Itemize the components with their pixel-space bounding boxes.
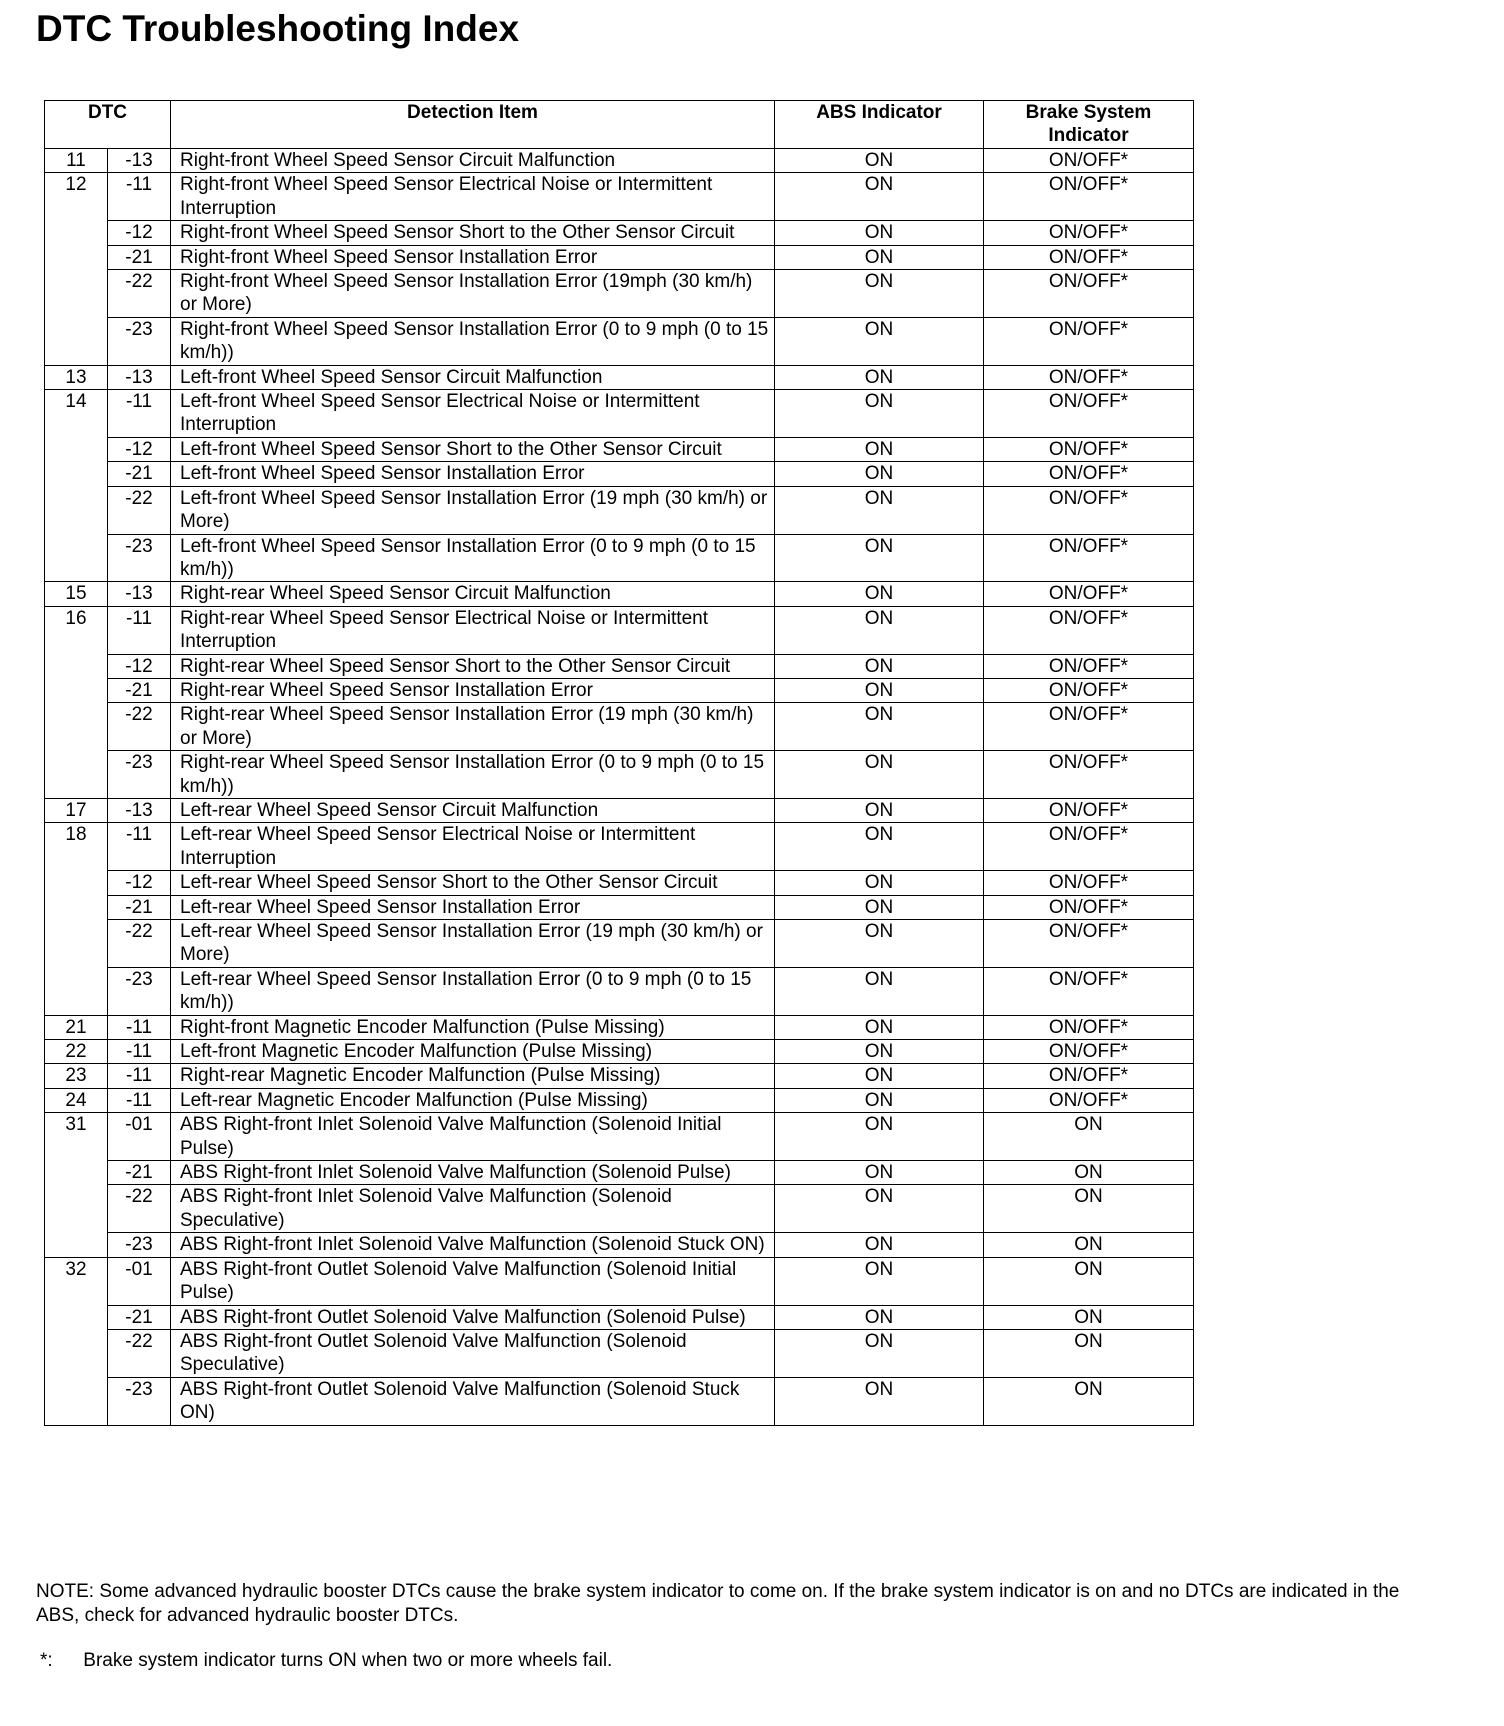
dtc-subcode-cell: -11 [108,390,171,438]
dtc-code-cell [45,920,108,968]
detection-item-cell: Right-rear Wheel Speed Sensor Short to the Other Sensor Circuit [171,654,775,678]
detection-item-cell: ABS Right-front Inlet Solenoid Valve Malfunction (Solenoid Stuck ON) [171,1233,775,1257]
dtc-code-cell [45,221,108,245]
abs-indicator-cell: ON [775,751,984,799]
dtc-code-cell: 21 [45,1015,108,1039]
dtc-subcode-cell: -12 [108,437,171,461]
brake-indicator-cell: ON/OFF* [984,654,1194,678]
brake-indicator-cell: ON/OFF* [984,871,1194,895]
brake-indicator-cell: ON [984,1329,1194,1377]
detection-item-cell: Left-front Wheel Speed Sensor Installation Error (19 mph (30 km/h) or More) [171,486,775,534]
table-row [45,245,1194,269]
detection-item-cell: ABS Right-front Inlet Solenoid Valve Malfunction (Solenoid Initial Pulse) [171,1113,775,1161]
dtc-code-cell [45,534,108,582]
dtc-subcode-cell: -23 [108,1377,171,1425]
dtc-subcode-cell: -01 [108,1113,171,1161]
dtc-code-cell: 12 [45,173,108,221]
abs-indicator-cell: ON [775,1257,984,1305]
detection-item-cell: Right-rear Wheel Speed Sensor Circuit Malfunction [171,582,775,606]
table-row [45,606,1194,654]
dtc-subcode-cell: -13 [108,798,171,822]
detection-item-cell: Right-front Wheel Speed Sensor Short to the Other Sensor Circuit [171,221,775,245]
detection-item-cell: Left-front Wheel Speed Sensor Electrical Noise or Intermittent Interruption [171,390,775,438]
detection-item-cell: Left-front Wheel Speed Sensor Circuit Malfunction [171,365,775,389]
table-row [45,149,1194,173]
footnote [40,1650,612,1672]
table-row [45,390,1194,438]
abs-indicator-cell: ON [775,582,984,606]
brake-indicator-cell: ON/OFF* [984,967,1194,1015]
table-row [45,317,1194,365]
abs-indicator-cell: ON [775,678,984,702]
detection-item-cell: Right-front Wheel Speed Sensor Installation Error [171,245,775,269]
dtc-code-cell: 22 [45,1040,108,1064]
dtc-subcode-cell: -13 [108,149,171,173]
detection-item-cell: Left-rear Wheel Speed Sensor Short to the Other Sensor Circuit [171,871,775,895]
brake-indicator-cell: ON/OFF* [984,149,1194,173]
table-row [45,1377,1194,1425]
detection-item-cell: Left-front Wheel Speed Sensor Installation Error [171,462,775,486]
dtc-code-cell [45,1161,108,1185]
dtc-subcode-cell: -13 [108,582,171,606]
table-row [45,1233,1194,1257]
dtc-code-cell [45,437,108,461]
abs-indicator-cell: ON [775,703,984,751]
dtc-code-cell [45,751,108,799]
header-brake-system-indicator: Brake System Indicator [984,101,1194,149]
abs-indicator-cell: ON [775,1185,984,1233]
abs-indicator-cell: ON [775,173,984,221]
table-row [45,221,1194,245]
table-row [45,871,1194,895]
detection-item-cell: ABS Right-front Inlet Solenoid Valve Malfunction (Solenoid Speculative) [171,1185,775,1233]
dtc-code-cell: 31 [45,1113,108,1161]
dtc-subcode-cell: -01 [108,1257,171,1305]
table-row [45,1040,1194,1064]
dtc-subcode-cell: -11 [108,1088,171,1112]
dtc-code-cell [45,1305,108,1329]
detection-item-cell: Left-rear Wheel Speed Sensor Installation Error (0 to 9 mph (0 to 15 km/h)) [171,967,775,1015]
abs-indicator-cell: ON [775,1040,984,1064]
dtc-subcode-cell: -21 [108,895,171,919]
table-row [45,1064,1194,1088]
brake-indicator-cell: ON/OFF* [984,270,1194,318]
table-row [45,365,1194,389]
abs-indicator-cell: ON [775,606,984,654]
table-row [45,1088,1194,1112]
dtc-subcode-cell: -21 [108,678,171,702]
dtc-code-cell [45,1329,108,1377]
brake-indicator-cell: ON/OFF* [984,486,1194,534]
dtc-table-header [45,101,1194,149]
dtc-subcode-cell: -23 [108,967,171,1015]
abs-indicator-cell: ON [775,390,984,438]
detection-item-cell: Right-rear Wheel Speed Sensor Electrical Noise or Intermittent Interruption [171,606,775,654]
brake-indicator-cell: ON/OFF* [984,895,1194,919]
table-row [45,1161,1194,1185]
dtc-subcode-cell: -11 [108,1040,171,1064]
dtc-subcode-cell: -21 [108,245,171,269]
table-row [45,654,1194,678]
dtc-code-cell: 13 [45,365,108,389]
header-dtc: DTC [45,101,171,149]
dtc-code-cell [45,895,108,919]
detection-item-cell: Right-rear Wheel Speed Sensor Installation Error (0 to 9 mph (0 to 15 km/h)) [171,751,775,799]
abs-indicator-cell: ON [775,1064,984,1088]
abs-indicator-cell: ON [775,462,984,486]
abs-indicator-cell: ON [775,365,984,389]
dtc-code-cell [45,967,108,1015]
table-row [45,895,1194,919]
abs-indicator-cell: ON [775,1161,984,1185]
brake-indicator-cell: ON/OFF* [984,1064,1194,1088]
detection-item-cell: Left-rear Wheel Speed Sensor Installation Error (19 mph (30 km/h) or More) [171,920,775,968]
detection-item-cell: Left-rear Wheel Speed Sensor Circuit Malfunction [171,798,775,822]
brake-indicator-cell: ON/OFF* [984,751,1194,799]
brake-indicator-cell: ON/OFF* [984,462,1194,486]
dtc-table-body [45,149,1194,1426]
brake-indicator-cell: ON/OFF* [984,798,1194,822]
dtc-subcode-cell: -22 [108,1329,171,1377]
detection-item-cell: Left-rear Wheel Speed Sensor Installation Error [171,895,775,919]
footnote-text: Brake system indicator turns ON when two or more wheels fail. [83,1650,613,1671]
dtc-code-cell: 23 [45,1064,108,1088]
brake-indicator-cell: ON/OFF* [984,582,1194,606]
dtc-subcode-cell: -23 [108,751,171,799]
dtc-code-cell [45,871,108,895]
dtc-code-cell: 17 [45,798,108,822]
table-row [45,751,1194,799]
table-row [45,534,1194,582]
dtc-code-cell: 24 [45,1088,108,1112]
detection-item-cell: Right-rear Wheel Speed Sensor Installation Error [171,678,775,702]
detection-item-cell: Left-front Wheel Speed Sensor Installation Error (0 to 9 mph (0 to 15 km/h)) [171,534,775,582]
dtc-code-cell [45,1233,108,1257]
abs-indicator-cell: ON [775,437,984,461]
table-row [45,1015,1194,1039]
table-row [45,678,1194,702]
dtc-subcode-cell: -11 [108,1015,171,1039]
table-row [45,462,1194,486]
table-row [45,823,1194,871]
dtc-subcode-cell: -21 [108,1305,171,1329]
dtc-subcode-cell: -23 [108,317,171,365]
detection-item-cell: Right-front Wheel Speed Sensor Installation Error (0 to 9 mph (0 to 15 km/h)) [171,317,775,365]
detection-item-cell: Left-front Magnetic Encoder Malfunction (Pulse Missing) [171,1040,775,1064]
dtc-subcode-cell: -13 [108,365,171,389]
table-row [45,1305,1194,1329]
table-row [45,1185,1194,1233]
detection-item-cell: ABS Right-front Inlet Solenoid Valve Malfunction (Solenoid Pulse) [171,1161,775,1185]
dtc-subcode-cell: -22 [108,270,171,318]
table-row [45,703,1194,751]
dtc-code-cell [45,245,108,269]
abs-indicator-cell: ON [775,920,984,968]
dtc-subcode-cell: -11 [108,173,171,221]
brake-indicator-cell: ON/OFF* [984,920,1194,968]
dtc-subcode-cell: -22 [108,920,171,968]
dtc-code-cell [45,317,108,365]
table-row [45,1329,1194,1377]
dtc-subcode-cell: -23 [108,1233,171,1257]
dtc-subcode-cell: -21 [108,1161,171,1185]
table-row [45,967,1194,1015]
table-row [45,437,1194,461]
page-title: DTC Troubleshooting Index [36,8,520,49]
abs-indicator-cell: ON [775,1233,984,1257]
abs-indicator-cell: ON [775,1088,984,1112]
dtc-subcode-cell: -12 [108,654,171,678]
footnote-mark: *: [40,1650,53,1671]
brake-indicator-cell: ON/OFF* [984,606,1194,654]
detection-item-cell: Right-front Magnetic Encoder Malfunction (Pulse Missing) [171,1015,775,1039]
table-row [45,582,1194,606]
brake-indicator-cell: ON/OFF* [984,173,1194,221]
dtc-code-cell: 15 [45,582,108,606]
abs-indicator-cell: ON [775,245,984,269]
table-row [45,270,1194,318]
dtc-subcode-cell: -11 [108,606,171,654]
brake-indicator-cell: ON/OFF* [984,317,1194,365]
detection-item-cell: Left-rear Magnetic Encoder Malfunction (Pulse Missing) [171,1088,775,1112]
dtc-subcode-cell: -12 [108,221,171,245]
dtc-code-cell [45,462,108,486]
abs-indicator-cell: ON [775,317,984,365]
dtc-code-cell [45,654,108,678]
table-row [45,920,1194,968]
abs-indicator-cell: ON [775,1377,984,1425]
abs-indicator-cell: ON [775,486,984,534]
abs-indicator-cell: ON [775,149,984,173]
table-row [45,1113,1194,1161]
brake-indicator-cell: ON [984,1113,1194,1161]
table-row [45,173,1194,221]
abs-indicator-cell: ON [775,221,984,245]
dtc-subcode-cell: -21 [108,462,171,486]
detection-item-cell: Right-front Wheel Speed Sensor Circuit Malfunction [171,149,775,173]
dtc-code-cell [45,486,108,534]
dtc-code-cell: 16 [45,606,108,654]
brake-indicator-cell: ON/OFF* [984,703,1194,751]
brake-indicator-cell: ON/OFF* [984,1088,1194,1112]
brake-indicator-cell: ON [984,1377,1194,1425]
detection-item-cell: ABS Right-front Outlet Solenoid Valve Malfunction (Solenoid Speculative) [171,1329,775,1377]
detection-item-cell: Right-rear Wheel Speed Sensor Installation Error (19 mph (30 km/h) or More) [171,703,775,751]
abs-indicator-cell: ON [775,270,984,318]
brake-indicator-cell: ON/OFF* [984,823,1194,871]
table-row [45,1257,1194,1305]
brake-indicator-cell: ON/OFF* [984,534,1194,582]
dtc-subcode-cell: -22 [108,1185,171,1233]
dtc-subcode-cell: -22 [108,486,171,534]
brake-indicator-cell: ON/OFF* [984,221,1194,245]
dtc-subcode-cell: -22 [108,703,171,751]
dtc-code-cell: 14 [45,390,108,438]
detection-item-cell: Right-front Wheel Speed Sensor Installation Error (19mph (30 km/h) or More) [171,270,775,318]
dtc-code-cell [45,1377,108,1425]
abs-indicator-cell: ON [775,654,984,678]
abs-indicator-cell: ON [775,823,984,871]
dtc-code-cell: 11 [45,149,108,173]
brake-indicator-cell: ON [984,1305,1194,1329]
dtc-table [44,100,1194,1426]
dtc-code-cell [45,703,108,751]
note-text: NOTE: Some advanced hydraulic booster DTCs cause the brake system indicator to come on. If the brake system indicator is on and no DTCs are indicated in the ABS, check for advanced hydraulic booster DTCs. [36,1581,1400,1626]
table-row [45,486,1194,534]
dtc-code-cell: 18 [45,823,108,871]
header-detection-item: Detection Item [171,101,775,149]
abs-indicator-cell: ON [775,1015,984,1039]
abs-indicator-cell: ON [775,871,984,895]
dtc-code-cell: 32 [45,1257,108,1305]
brake-indicator-cell: ON [984,1161,1194,1185]
dtc-code-cell [45,1185,108,1233]
detection-item-cell: Right-front Wheel Speed Sensor Electrical Noise or Intermittent Interruption [171,173,775,221]
table-row [45,798,1194,822]
brake-indicator-cell: ON/OFF* [984,245,1194,269]
abs-indicator-cell: ON [775,1329,984,1377]
abs-indicator-cell: ON [775,534,984,582]
detection-item-cell: ABS Right-front Outlet Solenoid Valve Malfunction (Solenoid Initial Pulse) [171,1257,775,1305]
brake-indicator-cell: ON/OFF* [984,678,1194,702]
abs-indicator-cell: ON [775,1305,984,1329]
header-abs-indicator: ABS Indicator [775,101,984,149]
detection-item-cell: ABS Right-front Outlet Solenoid Valve Malfunction (Solenoid Pulse) [171,1305,775,1329]
dtc-subcode-cell: -23 [108,534,171,582]
dtc-code-cell [45,678,108,702]
dtc-code-cell [45,270,108,318]
detection-item-cell: ABS Right-front Outlet Solenoid Valve Malfunction (Solenoid Stuck ON) [171,1377,775,1425]
detection-item-cell: Left-front Wheel Speed Sensor Short to the Other Sensor Circuit [171,437,775,461]
dtc-subcode-cell: -11 [108,1064,171,1088]
brake-indicator-cell: ON [984,1233,1194,1257]
brake-indicator-cell: ON/OFF* [984,437,1194,461]
brake-indicator-cell: ON/OFF* [984,1015,1194,1039]
dtc-subcode-cell: -12 [108,871,171,895]
brake-indicator-cell: ON/OFF* [984,390,1194,438]
brake-indicator-cell: ON/OFF* [984,365,1194,389]
brake-indicator-cell: ON [984,1185,1194,1233]
detection-item-cell: Right-rear Magnetic Encoder Malfunction (Pulse Missing) [171,1064,775,1088]
dtc-subcode-cell: -11 [108,823,171,871]
abs-indicator-cell: ON [775,895,984,919]
abs-indicator-cell: ON [775,1113,984,1161]
detection-item-cell: Left-rear Wheel Speed Sensor Electrical Noise or Intermittent Interruption [171,823,775,871]
abs-indicator-cell: ON [775,967,984,1015]
brake-indicator-cell: ON [984,1257,1194,1305]
abs-indicator-cell: ON [775,798,984,822]
brake-indicator-cell: ON/OFF* [984,1040,1194,1064]
